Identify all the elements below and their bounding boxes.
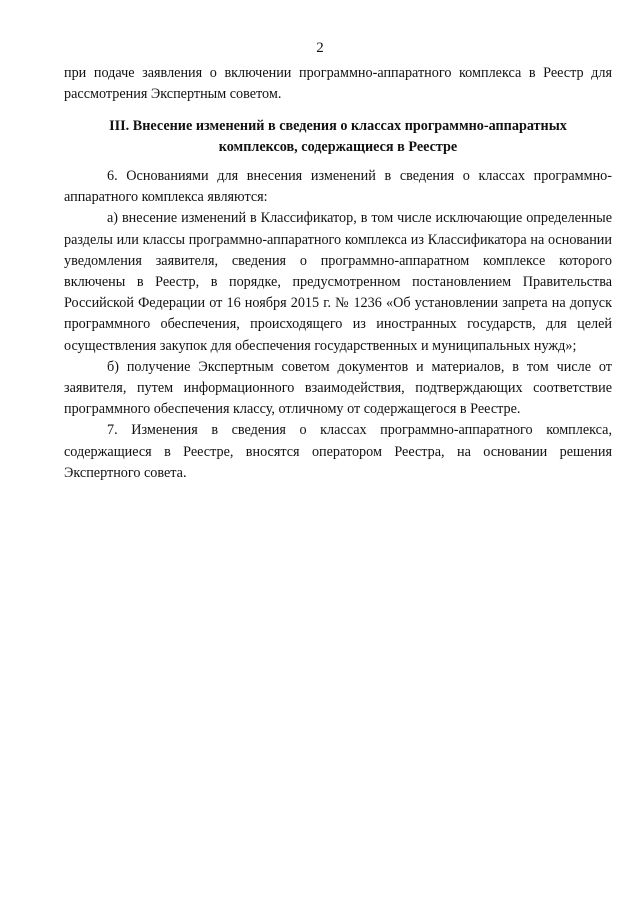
section-body (64, 166, 612, 484)
paragraph-6: 6. Основаниями для внесения изменений в сведения о классах программно-аппаратного комплекса являются: (64, 168, 612, 206)
intro-paragraph: при подаче заявления о включении программно-аппаратного комплекса в Реестр для рассмотрения Экспертным советом. (64, 65, 612, 103)
paragraph-6a: а) внесение изменений в Классификатор, в том числе исключающие определенные разделы или классы программно-аппаратного комплекса из Классификатора на основании уведомления заявителя, сведения о программно-аппаратном комплексе которого включены в Реестр, в порядке, предусмотренном постановлением Правительства Российской Федерации от 16 ноября 2015 г. № 1236 «Об установлении запрета на допуск программного обеспечения, происходящего из иностранных государств, для целей осуществления закупок для обеспечения государственных и муниципальных нужд»; (64, 210, 612, 354)
page-number: 2 (316, 40, 324, 56)
paragraph-7: 7. Изменения в сведения о классах программно-аппаратного комплекса, содержащиеся в Реестре, вносятся оператором Реестра, на основании решения Экспертного совета. (64, 422, 612, 481)
intro-block (64, 63, 612, 105)
section-heading-line-2: комплексов, содержащиеся в Реестре (218, 139, 458, 155)
paragraph-6b: б) получение Экспертным советом документов и материалов, в том числе от заявителя, путем информационного взаимодействия, подтверждающих соответствие программного обеспечения классу, отличному от содержащегося в Реестре. (64, 358, 612, 418)
section-heading-line-1: III. Внесение изменений в сведения о классах программно-аппаратных (109, 118, 567, 134)
section-heading (64, 116, 612, 158)
